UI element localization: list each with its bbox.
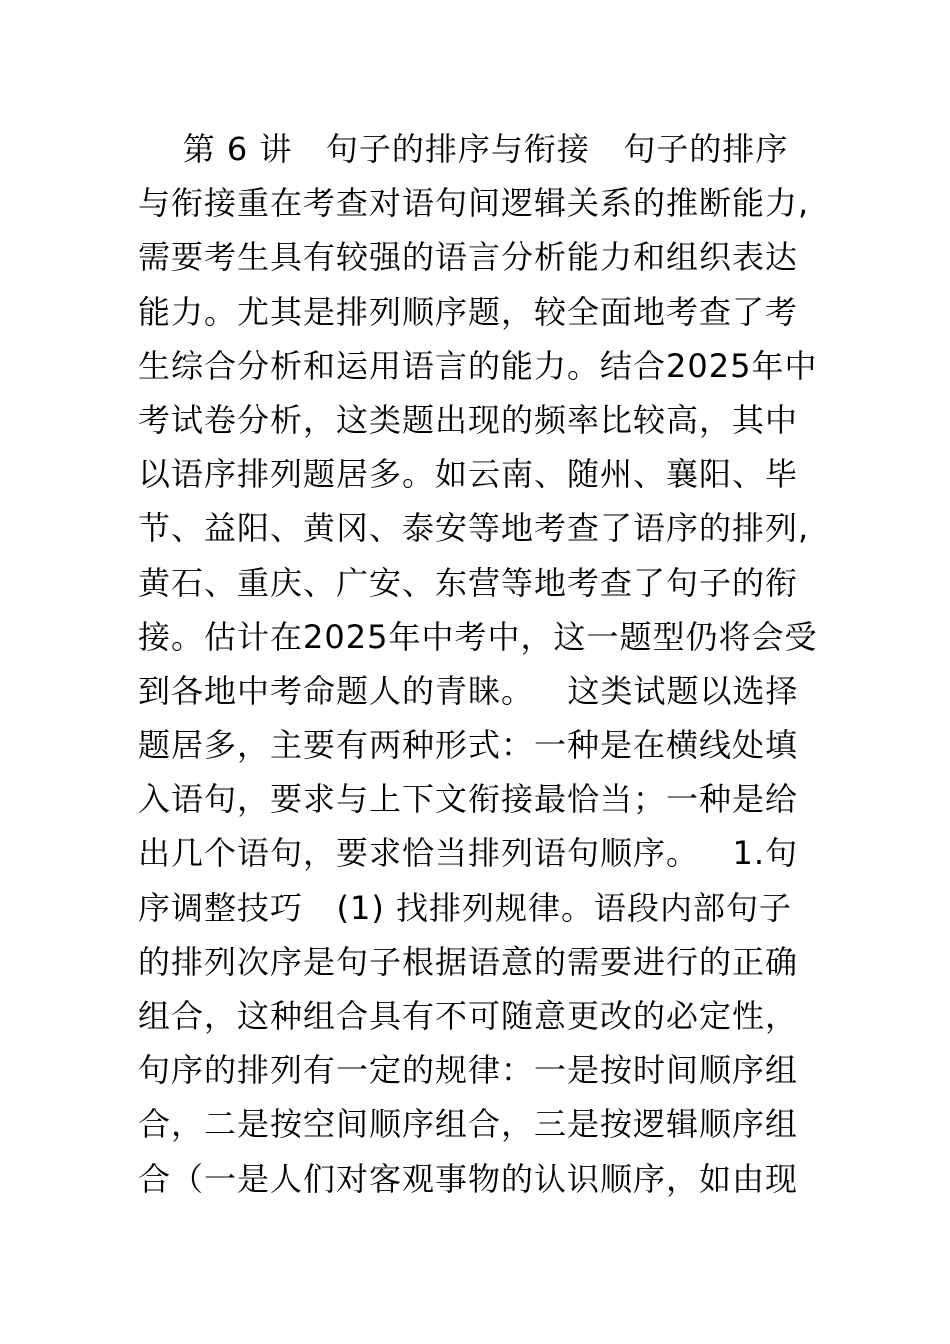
text-line: 节、益阳、黄冈、泰安等地考查了语序的排列, — [138, 509, 810, 548]
text-line: 需要考生具有较强的语言分析能力和组织表达 — [138, 238, 799, 277]
text-line: 题居多，主要有两种形式：一种是在横线处填 — [138, 726, 799, 765]
text-line: 第 6 讲 句子的排序与衔接 句子的排序 — [138, 130, 789, 168]
text-line: 考试卷分析，这类题出现的频率比较高，其中 — [138, 400, 799, 439]
text-line: 能力。尤其是排列顺序题，较全面地考查了考 — [138, 292, 799, 331]
text-line: 出几个语句，要求恰当排列语句顺序。 1.句 — [138, 834, 799, 873]
text-line: 序调整技巧 (1) 找排列规律。语段内部句子 — [138, 888, 793, 927]
text-line: 的排列次序是句子根据语意的需要进行的正确 — [138, 942, 799, 981]
text-line: 黄石、重庆、广安、东营等地考查了句子的衔 — [138, 563, 799, 602]
text-line: 到各地中考命题人的青睐。 这类试题以选择 — [138, 671, 799, 710]
text-line: 组合，这种组合具有不可随意更改的必定性， — [138, 997, 799, 1035]
text-line: 与衔接重在考查对语句间逻辑关系的推断能力, — [138, 184, 810, 223]
text-line: 入语句，要求与上下文衔接最恰当；一种是给 — [138, 780, 799, 819]
text-line: 合（一是人们对客观事物的认识顺序，如由现 — [138, 1159, 799, 1198]
text-line: 生综合分析和运用语言的能力。结合2025年中 — [138, 346, 818, 385]
text-line: 句序的排列有一定的规律：一是按时间顺序组 — [138, 1051, 799, 1090]
text-line: 接。估计在2025年中考中，这一题型仍将会受 — [138, 617, 818, 656]
text-line: 以语序排列题居多。如云南、随州、襄阳、毕 — [138, 455, 799, 494]
body-text — [138, 122, 828, 1206]
text-line: 合，二是按空间顺序组合，三是按逻辑顺序组 — [138, 1105, 799, 1144]
